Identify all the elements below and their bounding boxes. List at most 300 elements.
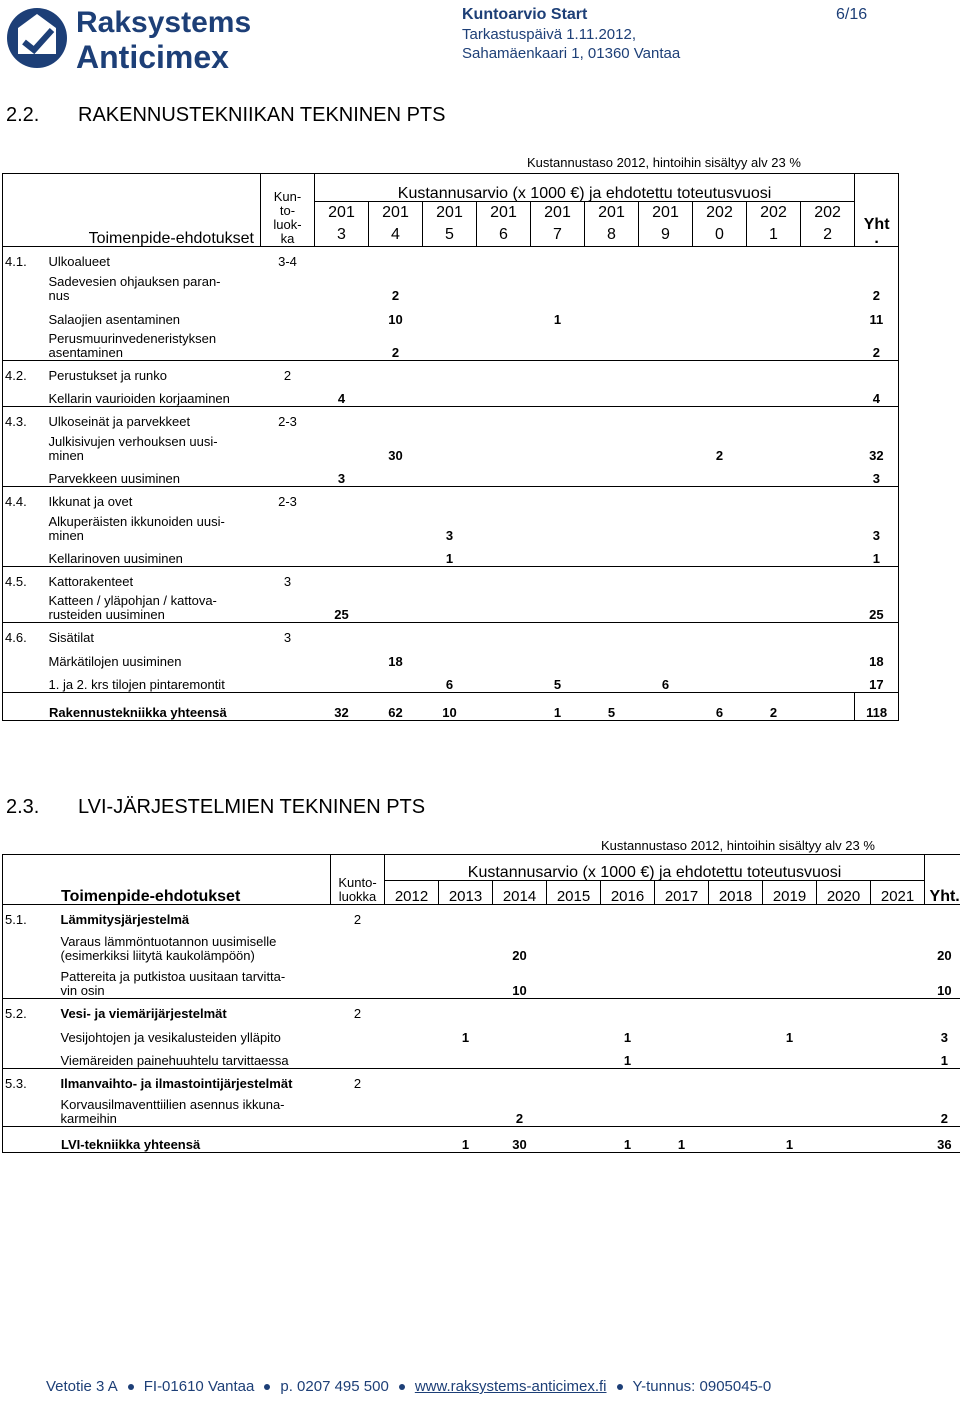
empty-cell [585,623,639,645]
year-header: 2016 [601,881,655,905]
cost-value: 6 [661,677,670,692]
empty-cell [531,407,585,429]
empty-cell [693,567,747,589]
empty-cell [709,999,763,1021]
empty-cell [639,487,693,509]
cost-value [639,463,693,487]
condition-class: 2 [331,1069,385,1091]
empty-cell [693,487,747,509]
empty-cell [493,999,547,1021]
empty-cell [655,905,709,927]
page-number: 6/16 [836,6,868,23]
empty-cell [855,567,899,589]
cost-value [585,383,639,407]
cost-value [423,645,477,669]
group-label: Ulkoalueet [47,247,261,269]
cost-value: 25 [334,607,349,622]
cost-value [477,303,531,327]
cost-value [477,589,531,623]
empty-cell [855,361,899,383]
empty-cell [601,905,655,927]
year-header: 2019 [763,881,817,905]
row-indent [3,269,47,303]
cost-value [747,509,801,543]
cost-value [385,963,439,999]
row-indent [3,543,47,567]
empty-cell [585,487,639,509]
empty-cell [855,487,899,509]
empty-cell [423,623,477,645]
empty-cell [477,247,531,269]
empty-cell [531,361,585,383]
empty-cell [817,999,871,1021]
row-total: 25 [855,589,899,623]
price-note-1: Kustannustaso 2012, hintoihin sisältyy alv 23 % [527,155,801,170]
hvac-pts-table [2,854,960,1153]
inspection-date: Tarkastuspäivä 1.11.2012, [462,26,637,43]
cost-value [315,543,369,567]
cost-value [747,327,801,361]
cost-value [585,429,639,463]
cost-value [601,963,655,999]
cost-value [531,463,585,487]
cost-value [423,269,477,303]
cost-value [585,269,639,303]
action-label [47,269,315,303]
empty-cell [709,1069,763,1091]
empty-cell [585,361,639,383]
year-header: 2021 [871,881,925,905]
action-label [59,1021,385,1045]
cost-value [547,927,601,963]
total-value [709,1127,763,1153]
action-label [47,463,315,487]
cost-value: 1 [445,551,454,566]
empty-cell [385,999,439,1021]
group-number: 5.1. [3,905,59,927]
empty-cell [801,567,855,589]
footer-address: Vetotie 3 A [46,1378,118,1395]
cost-value [709,963,763,999]
group-number: 4.5. [3,567,47,589]
empty-cell [801,361,855,383]
row-total: 2 [855,327,899,361]
year-header [315,202,369,247]
action-label [47,669,315,693]
cost-value [477,509,531,543]
empty-cell [531,567,585,589]
cost-value [871,927,925,963]
cost-value [585,327,639,361]
empty-cell [601,1069,655,1091]
cost-value: 3 [445,527,454,543]
class-header [331,855,385,905]
row-total: 32 [855,429,899,463]
action-label-line: Pattereita ja putkistoa uusitaan tarvitta- [60,969,286,984]
action-label-line: Vesijohtojen ja vesikalusteiden ylläpito [60,1029,281,1045]
cost-value [369,589,423,623]
cost-value [709,1021,763,1045]
class-header-line: Kunto- [338,875,377,890]
action-label-line: Varaus lämmöntuotannon uusimiselle [60,933,277,949]
cost-value [747,589,801,623]
cost-value [601,1091,655,1127]
empty-cell [585,247,639,269]
cost-value [801,463,855,487]
row-indent [3,927,59,963]
total-value: 2 [747,693,801,721]
cost-value [693,327,747,361]
year-header: 2014 [493,881,547,905]
brand-line2: Anticimex [76,39,229,74]
action-header: Toimenpide-ehdotukset [3,202,261,247]
total-value [547,1127,601,1153]
class-header-line: luok- [273,217,302,232]
action-label-line: 1. ja 2. krs tilojen pintaremontit [48,677,225,692]
cost-value [531,543,585,567]
empty-cell [369,567,423,589]
empty-cell [423,361,477,383]
empty-cell [763,905,817,927]
total-value [801,693,855,721]
cost-value [655,927,709,963]
action-label [59,963,385,999]
empty-cell [655,999,709,1021]
group-number: 4.4. [3,487,47,509]
cost-value [693,303,747,327]
empty-cell [763,1069,817,1091]
year-digits-bottom: 1 [769,226,778,243]
total-value [817,1127,871,1153]
group-label: Ulkoseinät ja parvekkeet [47,407,261,429]
row-total: 18 [855,645,899,669]
cost-value [439,963,493,999]
empty-cell [855,623,899,645]
cost-value [747,269,801,303]
empty-cell [855,247,899,269]
row-total: 1 [925,1045,960,1069]
empty-cell [439,1069,493,1091]
year-digits-top: 201 [490,204,517,221]
cost-value: 2 [515,1111,524,1126]
cost-value [477,269,531,303]
cost-value [477,327,531,361]
action-label [47,543,315,567]
empty-cell [655,1069,709,1091]
cost-value: 10 [388,311,403,327]
cost-value: 20 [512,947,527,963]
cost-value: 1 [623,1053,632,1068]
year-header: 2018 [709,881,763,905]
cost-value [639,509,693,543]
cost-value [639,383,693,407]
row-total: 3 [925,1021,960,1045]
action-label [59,927,385,963]
cost-value [315,327,369,361]
cost-value [801,303,855,327]
year-header: 2015 [547,881,601,905]
cost-value [477,463,531,487]
empty-cell [801,487,855,509]
action-label-line: Parvekkeen uusiminen [48,471,181,486]
cost-value [477,645,531,669]
cost-value: 4 [337,391,346,406]
cost-value [655,1045,709,1069]
footer-business-id: Y-tunnus: 0905045-0 [632,1378,772,1395]
empty-cell [315,567,369,589]
group-label: Lämmitysjärjestelmä [59,905,331,927]
empty-cell [925,999,960,1021]
footer [46,1378,771,1395]
action-label [47,383,315,407]
group-number: 4.1. [3,247,47,269]
action-label [59,1045,385,1069]
company-logo [4,2,294,74]
empty-cell [639,361,693,383]
empty-cell [369,623,423,645]
total-value: 1 [763,1127,817,1153]
action-label-line: Katteen / yläpohjan / kattova- [48,593,217,608]
cost-value [801,543,855,567]
cost-value: 5 [553,677,562,692]
cost-value [801,269,855,303]
empty-cell [315,247,369,269]
total-value: 32 [315,693,369,721]
cost-value: 2 [715,447,724,463]
cost-value [801,509,855,543]
empty-cell [315,361,369,383]
year-header: 2012 [385,881,439,905]
cost-value [439,927,493,963]
row-indent [3,303,47,327]
total-value: 1 [439,1127,493,1153]
cost-value: 6 [445,677,454,692]
action-label-line: Korvausilmaventtiilien asennus ikkuna- [60,1097,285,1112]
cost-value [531,429,585,463]
empty-cell [493,905,547,927]
cost-value [693,645,747,669]
year-digits-top: 201 [544,204,571,221]
total-value: 62 [369,693,423,721]
empty-cell [693,361,747,383]
cost-value [585,303,639,327]
cost-value [709,927,763,963]
cost-value [817,1091,871,1127]
cost-value [439,1091,493,1127]
empty-cell [385,905,439,927]
cost-value [801,429,855,463]
row-indent [3,645,47,669]
total-value: 1 [601,1127,655,1153]
group-number: 5.3. [3,1069,59,1091]
cost-value [639,543,693,567]
empty-cell [493,1069,547,1091]
action-label-line: Kellarin vaurioiden korjaaminen [48,391,230,406]
cost-value: 2 [391,287,400,303]
cost-value [477,383,531,407]
year-digits-bottom: 3 [337,226,346,243]
empty-cell [747,487,801,509]
group-label: Ikkunat ja ovet [47,487,261,509]
action-label-line: rusteiden uusiminen [48,607,165,622]
year-digits-top: 202 [706,204,733,221]
year-header: 2017 [655,881,709,905]
row-total: 1 [855,543,899,567]
row-total: 10 [925,963,960,999]
cost-value [871,1045,925,1069]
cost-value [585,669,639,693]
cost-value: 1 [461,1029,470,1045]
action-label-line: Märkätilojen uusiminen [48,653,182,669]
cost-value [639,327,693,361]
group-label: Ilmanvaihto- ja ilmastointijärjestelmät [59,1069,331,1091]
empty-cell [477,567,531,589]
price-note-2: Kustannustaso 2012, hintoihin sisältyy alv 23 % [601,838,875,853]
cost-value [655,1021,709,1045]
cost-value [747,383,801,407]
class-header-line: Kun- [273,189,302,204]
action-label [47,303,315,327]
action-label-line: Julkisivujen verhouksen uusi- [48,433,218,449]
year-digits-bottom: 8 [607,226,616,243]
cost-value [531,327,585,361]
action-label-line: karmeihin [60,1111,117,1126]
section-heading-2-2: 2.2. RAKENNUSTEKNIIKAN TEKNINEN PTS [6,104,446,126]
cost-value [747,463,801,487]
row-total: 11 [855,303,899,327]
action-label [47,645,315,669]
cost-value [655,1091,709,1127]
cost-value [423,383,477,407]
cost-value [315,509,369,543]
empty-cell [871,1069,925,1091]
row-indent [3,463,47,487]
cost-value [385,927,439,963]
cost-value [801,645,855,669]
grand-total: 118 [855,693,899,721]
cost-value [369,383,423,407]
footer-phone: p. 0207 495 500 [280,1378,389,1395]
year-header [477,202,531,247]
empty-cell [369,361,423,383]
group-number: 4.2. [3,361,47,383]
cost-value [693,269,747,303]
cost-value [693,543,747,567]
total-value [477,693,531,721]
action-label-line: (esimerkiksi liitytä kaukolämpöön) [60,947,255,963]
cost-value [763,963,817,999]
empty-cell [531,623,585,645]
action-label-line: nus [48,287,70,303]
year-digits-top: 201 [382,204,409,221]
year-header [369,202,423,247]
year-digits-top: 201 [598,204,625,221]
year-digits-top: 202 [760,204,787,221]
action-label-line: asentaminen [48,345,123,360]
cost-value [763,1091,817,1127]
empty-cell [763,999,817,1021]
group-label: Sisätilat [47,623,261,645]
cost-value [693,589,747,623]
cost-value [747,669,801,693]
cost-value [747,429,801,463]
action-label-line: Perusmuurinvedeneristyksen [48,331,217,346]
footer-website-link[interactable]: www.raksystems-anticimex.fi [414,1378,607,1395]
empty-cell [747,361,801,383]
empty-cell [693,407,747,429]
empty-cell [477,361,531,383]
empty-cell [639,247,693,269]
total-header [855,174,899,247]
year-header [585,202,639,247]
action-label-line: minen [48,527,84,543]
empty-cell [477,407,531,429]
document-title: Kuntoarvio Start [462,6,588,23]
cost-value [423,589,477,623]
empty-cell [423,567,477,589]
action-label [47,589,315,623]
building-pts-table [2,173,899,721]
cost-value [655,963,709,999]
row-total: 17 [855,669,899,693]
total-value: 5 [585,693,639,721]
total-header-line: Yht [863,216,890,233]
action-label-line: minen [48,447,84,463]
cost-value [369,509,423,543]
cost-value [423,463,477,487]
empty-cell [547,1069,601,1091]
brand-line1: Raksystems [76,6,252,39]
cost-value [871,1021,925,1045]
cost-value [747,303,801,327]
cost-value [423,303,477,327]
empty-cell [801,247,855,269]
cost-value: 3 [337,471,346,486]
cost-value [585,645,639,669]
condition-class: 3-4 [261,247,315,269]
cost-value [477,543,531,567]
empty-cell [547,999,601,1021]
cost-value [585,509,639,543]
total-value: 1 [531,693,585,721]
year-digits-top: 201 [328,204,355,221]
cost-value [439,1045,493,1069]
empty-cell [439,905,493,927]
condition-class: 2-3 [261,487,315,509]
empty-cell [639,567,693,589]
class-header-line: ka [280,231,295,246]
empty-cell [585,567,639,589]
total-header-line: . [874,230,879,247]
cost-value [315,429,369,463]
year-digits-top: 201 [652,204,679,221]
row-total: 20 [925,927,960,963]
row-indent [3,1021,59,1045]
condition-class: 2 [331,999,385,1021]
group-label: Vesi- ja viemärijärjestelmät [59,999,331,1021]
empty-cell [747,247,801,269]
class-header [261,174,315,247]
empty-cell [639,623,693,645]
empty-cell [747,567,801,589]
cost-value [817,927,871,963]
cost-value [531,383,585,407]
cost-value [531,645,585,669]
action-label-line: Sadevesien ohjauksen paran- [48,273,221,289]
empty-cell [477,487,531,509]
year-header: 2013 [439,881,493,905]
cost-value [639,429,693,463]
